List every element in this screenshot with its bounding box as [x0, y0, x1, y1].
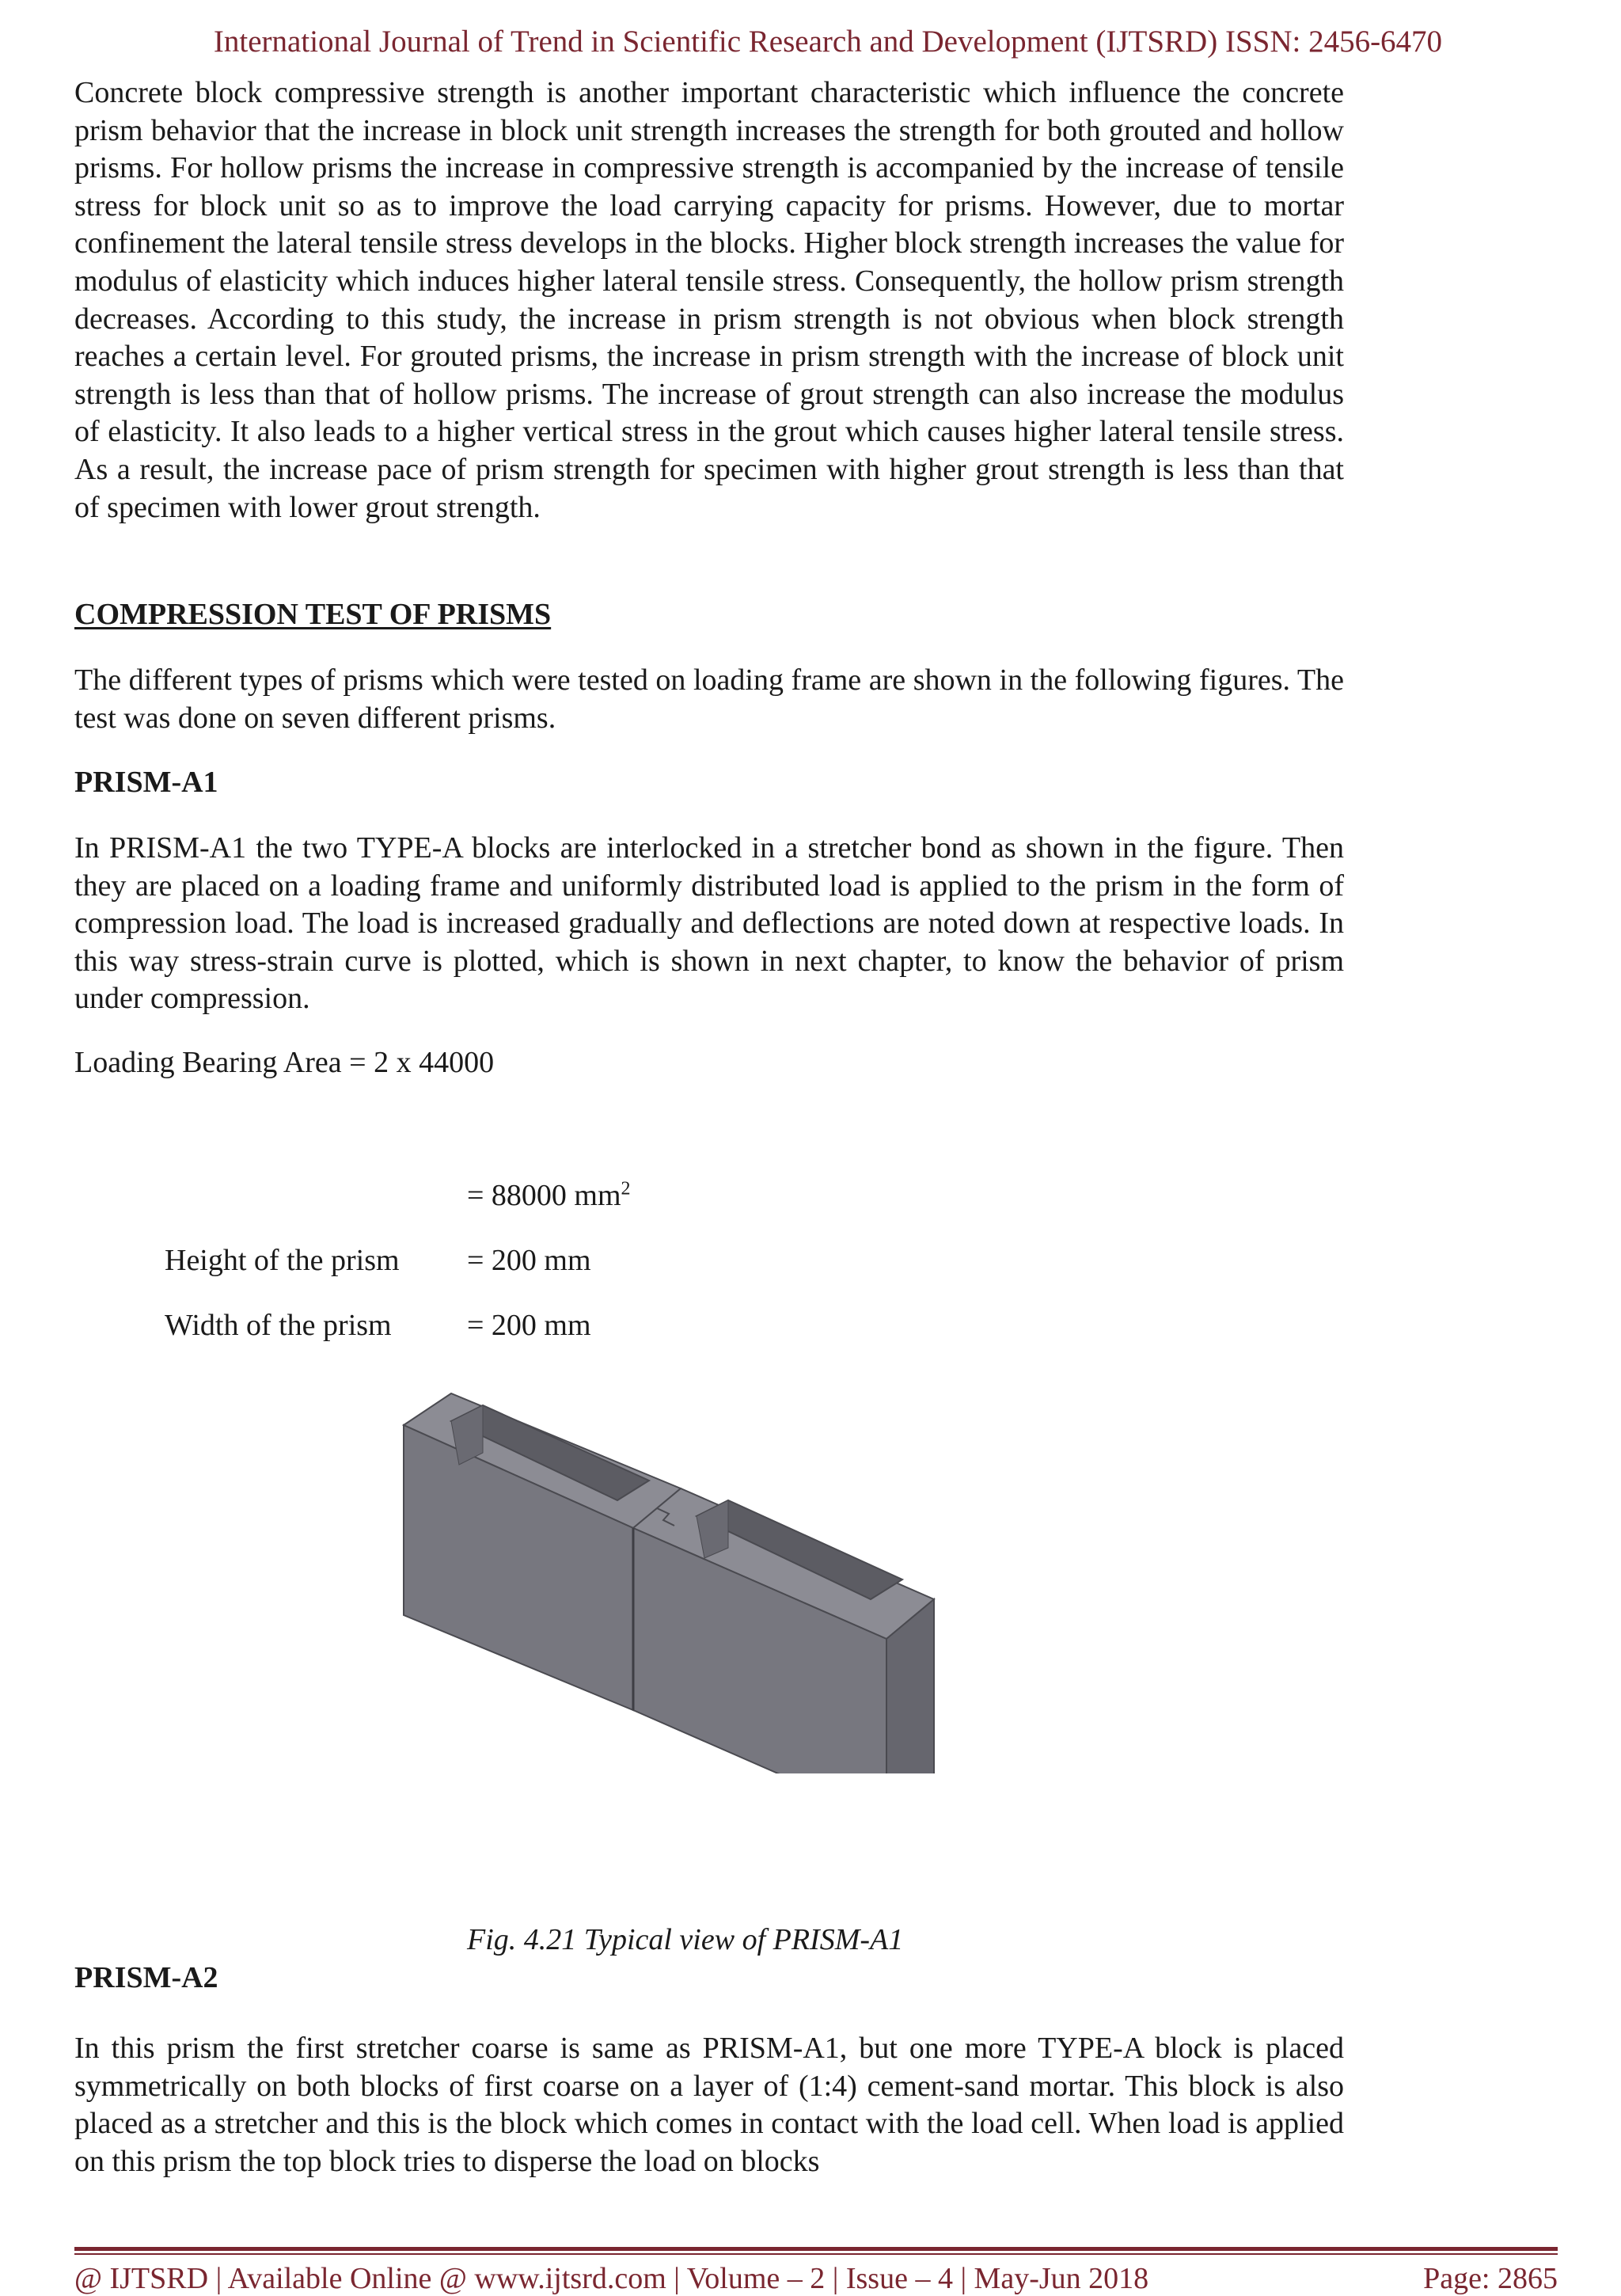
section-heading: COMPRESSION TEST OF PRISMS: [74, 598, 552, 631]
section-paragraph: The different types of prisms which were tested on loading frame are shown in the following figures. The test was done on seven different prisms.: [74, 663, 1344, 735]
prism-a2-paragraph: In this prism the first stretcher coarse is same as PRISM-A1, but one more TYPE-A block is placed symmetrically on both blocks of first coarse on a layer of (1:4) cement-sand mortar. This block is also placed as a stretcher and this is the block which comes in contact with the load cell. When load is applied on this prism the top block tries to disperse the load on blocks: [74, 2032, 1344, 2178]
footer-rule: [74, 2247, 1558, 2251]
footer-rule-thin: [74, 2253, 1558, 2255]
journal-header: International Journal of Trend in Scientific Research and Development (IJTSRD) ISSN: 2456-6470: [213, 25, 1443, 59]
width-label: Width of the prism: [165, 1309, 392, 1342]
prism-a1-heading: PRISM-A1: [74, 766, 218, 799]
footer-info: @ IJTSRD | Available Online @ www.ijtsrd.com | Volume – 2 | Issue – 4 | May-Jun 2018: [74, 2262, 1149, 2295]
loading-area-label: Loading Bearing Area = 2 x 44000: [74, 1046, 495, 1079]
prism-a1-figure: [396, 1378, 1021, 1773]
figure-caption: Fig. 4.21 Typical view of PRISM-A1: [467, 1923, 904, 1956]
intro-paragraph: Concrete block compressive strength is another important characteristic which influence the concrete prism behavior that the increase in block unit strength increases the strength for both grouted and hollow prisms. For hollow prisms the increase in compressive strength is accompanied by the increase of tensile stress for block unit so as to improve the load carrying capacity for prisms. However, due to mortar confinement the lateral tensile stress develops in the blocks. Higher block strength increases the value for modulus of elasticity which induces higher lateral tensile stress. Consequently, the hollow prism strength decreases. According to this study, the increase in prism strength is not obvious when block strength reaches a certain level. For grouted prisms, the increase in prism strength with the increase of block unit strength is less than that of hollow prisms. The increase of grout strength can also increase the modulus of elasticity. It also leads to a higher vertical stress in the grout which causes higher lateral tensile stress. As a result, the increase pace of prism strength for specimen with higher grout strength is less than that of specimen with lower grout strength.: [74, 76, 1344, 524]
width-value: = 200 mm: [467, 1309, 591, 1342]
page-footer: [74, 2261, 1558, 2296]
area-value: = 88000 $mm^2$: [467, 1178, 631, 1212]
prism-a1-paragraph: In PRISM-A1 the two TYPE-A blocks are interlocked in a stretcher bond as shown in the figure. Then they are placed on a loading frame and uniformly distributed load is applied to the prism in the form of compression load. The load is increased gradually and deflections are noted down at respective loads. In this way stress-strain curve is plotted, which is shown in next chapter, to know the behavior of prism under compression.: [74, 831, 1344, 1016]
prism-a2-heading: PRISM-A2: [74, 1961, 218, 1994]
height-label: Height of the prism: [165, 1244, 400, 1277]
height-value: = 200 mm: [467, 1244, 591, 1277]
page-number: Page: 2865: [1423, 2262, 1558, 2295]
